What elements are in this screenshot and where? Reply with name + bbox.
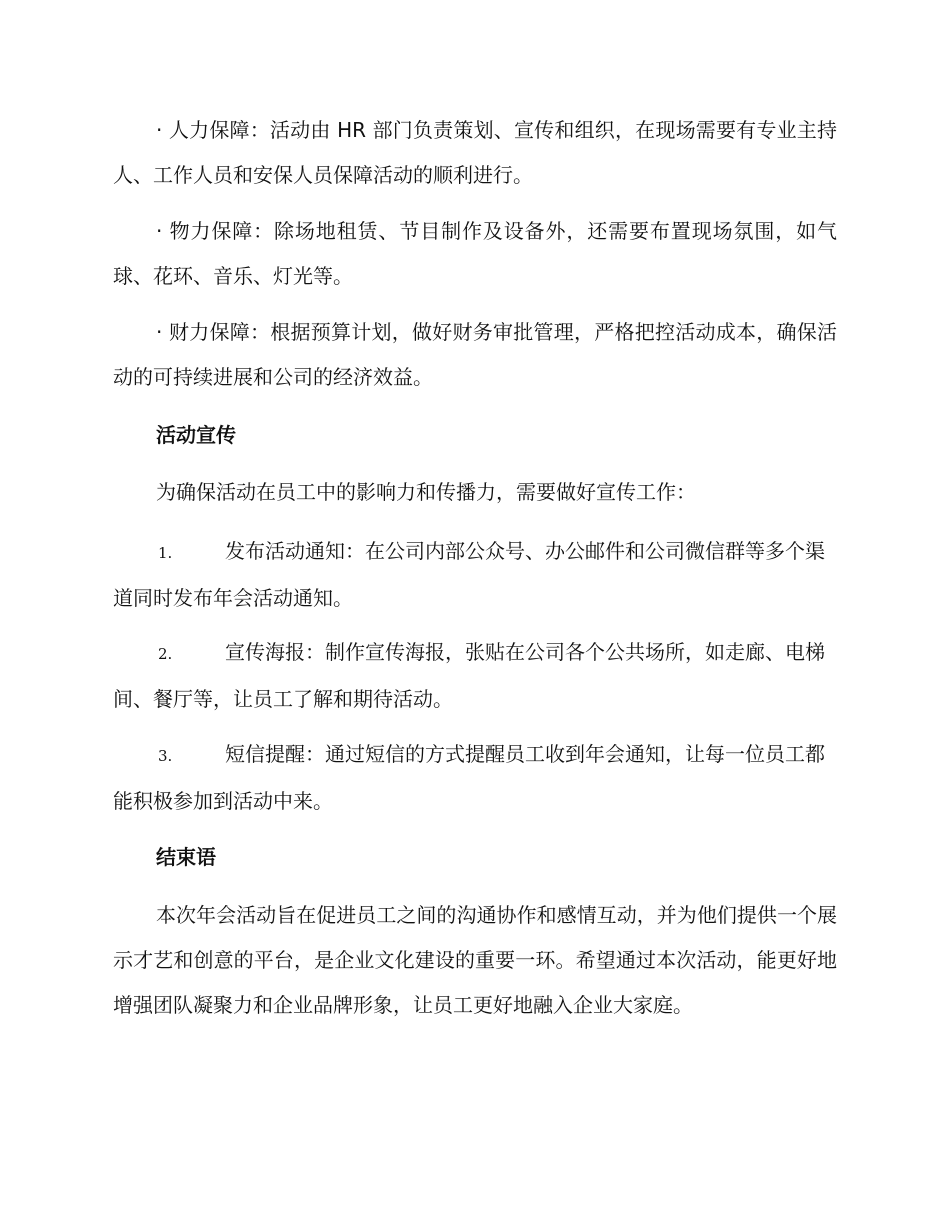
- promo-list-item: [113, 732, 837, 824]
- promo-intro: 为确保活动在员工中的影响力和传播力，需要做好宣传工作：: [156, 480, 696, 504]
- bullet-financial-resources: · 财力保障：根据预算计划，做好财务审批管理，严格把控活动成本，确保活动的可持续进展和公司的经济效益。: [113, 320, 837, 389]
- promo-heading: 活动宣传: [156, 423, 236, 447]
- bullet-material-resources: · 物力保障：除场地租赁、节目制作及设备外，还需要布置现场氛围，如气球、花环、音乐、灯光等。: [113, 219, 837, 288]
- list-item-text: 短信提醒：通过短信的方式提醒员工收到年会通知，让每一位员工都能积极参加到活动中来。: [113, 742, 825, 813]
- closing-heading: 结束语: [156, 845, 216, 869]
- list-number: 3.: [158, 747, 173, 765]
- list-item-text: 宣传海报：制作宣传海报，张贴在公司各个公共场所，如走廊、电梯间、餐厅等，让员工了解和期待活动。: [113, 640, 825, 711]
- list-number: 2.: [158, 645, 173, 663]
- list-item-text: 发布活动通知：在公司内部公众号、办公邮件和公司微信群等多个渠道同时发布年会活动通知。: [113, 539, 825, 610]
- promo-list-item: [113, 529, 837, 621]
- list-number: 1.: [158, 544, 173, 562]
- closing-paragraph: 本次年会活动旨在促进员工之间的沟通协作和感情互动，并为他们提供一个展示才艺和创意的平台，是企业文化建设的重要一环。希望通过本次活动，能更好地增强团队凝聚力和企业品牌形象，让员工更好地融入企业大家庭。: [113, 903, 837, 1017]
- bullet-human-resources: · 人力保障：活动由 HR 部门负责策划、宣传和组织，在现场需要有专业主持人、工作人员和安保人员保障活动的顺利进行。: [113, 118, 837, 187]
- promo-list-item: [113, 630, 837, 722]
